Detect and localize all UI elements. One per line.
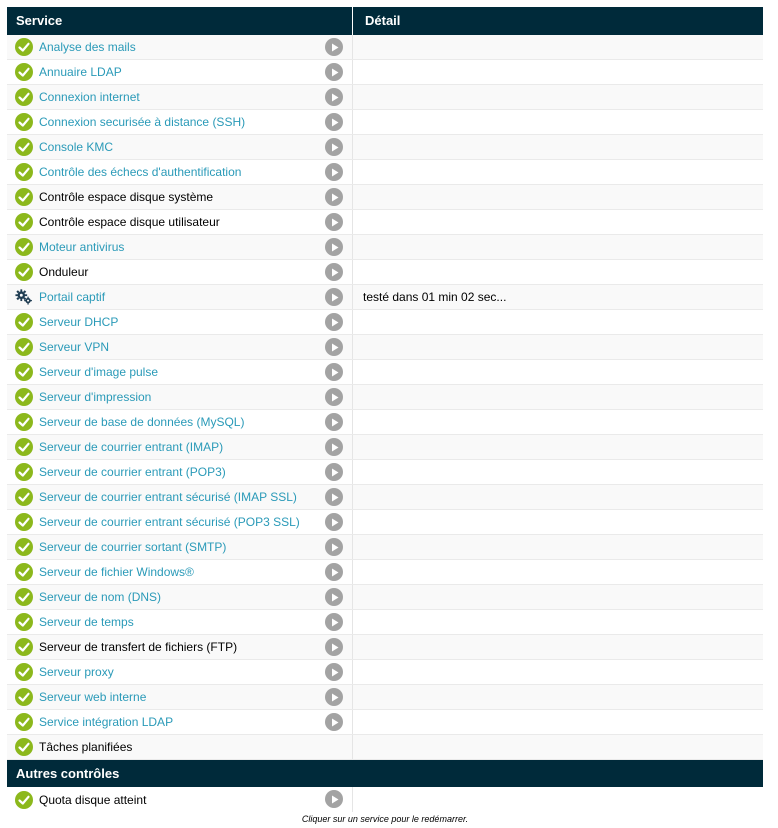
check-circle-icon [15, 113, 33, 131]
service-link[interactable]: Moteur antivirus [39, 240, 125, 254]
service-cell-service-integration-ldap [7, 710, 353, 734]
table-row [7, 160, 763, 185]
detail-cell [353, 260, 763, 284]
play-circle-icon [331, 68, 339, 77]
restart-button[interactable] [325, 288, 343, 306]
play-circle-icon [331, 493, 339, 502]
table-row [7, 535, 763, 560]
restart-button[interactable] [325, 263, 343, 281]
detail-cell [353, 235, 763, 259]
service-cell-serveur-de-courrier-entrant-pop3 [7, 460, 353, 484]
service-link[interactable]: Console KMC [39, 140, 114, 154]
table-row [7, 735, 763, 760]
check-circle-icon [15, 213, 33, 231]
service-cell-serveur-de-nom-dns [7, 585, 353, 609]
service-link[interactable]: Serveur de courrier entrant (IMAP) [39, 440, 224, 454]
restart-button[interactable] [325, 338, 343, 356]
table-row [7, 435, 763, 460]
restart-button[interactable] [325, 563, 343, 581]
restart-button[interactable] [325, 238, 343, 256]
check-circle-icon [15, 538, 33, 556]
restart-button[interactable] [325, 113, 343, 131]
detail-cell [353, 160, 763, 184]
table-row [7, 385, 763, 410]
check-circle-icon [15, 463, 33, 481]
detail-cell [353, 35, 763, 59]
play-circle-icon [331, 795, 339, 804]
service-cell-taches-planifiees [7, 735, 353, 759]
service-link[interactable]: Serveur DHCP [39, 315, 119, 329]
restart-button[interactable] [325, 388, 343, 406]
restart-button[interactable] [325, 513, 343, 531]
check-circle-icon [15, 388, 33, 406]
check-circle-icon [15, 438, 33, 456]
table-row [7, 135, 763, 160]
restart-button[interactable] [325, 463, 343, 481]
service-link[interactable]: Serveur VPN [39, 340, 110, 354]
play-circle-icon [331, 368, 339, 377]
detail-cell [353, 510, 763, 534]
service-label: Contrôle espace disque système [39, 190, 214, 204]
table-row [7, 335, 763, 360]
play-circle-icon [331, 568, 339, 577]
detail-cell [353, 310, 763, 334]
restart-button[interactable] [325, 188, 343, 206]
check-circle-icon [15, 263, 33, 281]
table-row [7, 285, 763, 310]
detail-cell [353, 735, 763, 759]
detail-cell [353, 685, 763, 709]
table-row [7, 210, 763, 235]
restart-button[interactable] [325, 163, 343, 181]
service-list [7, 35, 763, 760]
check-circle-icon [15, 613, 33, 631]
table-row [7, 410, 763, 435]
other-checks-list [7, 787, 763, 812]
check-circle-icon [15, 563, 33, 581]
table-row [7, 460, 763, 485]
service-link[interactable]: Portail captif [39, 290, 106, 304]
service-cell-serveur-de-courrier-sortant-smtp [7, 535, 353, 559]
service-link[interactable]: Serveur de nom (DNS) [39, 590, 162, 604]
play-circle-icon [331, 668, 339, 677]
detail-cell [353, 585, 763, 609]
footer-note: Cliquer sur un service pour le redémarrer. [301, 814, 469, 824]
service-link[interactable]: Serveur de courrier entrant (POP3) [39, 465, 226, 479]
service-cell-quota-disque-atteint [7, 787, 353, 812]
detail-cell [353, 485, 763, 509]
play-circle-icon [331, 468, 339, 477]
service-cell-serveur-d-impression [7, 385, 353, 409]
service-cell-serveur-de-transfert-de-fichiers-ftp [7, 635, 353, 659]
table-row [7, 260, 763, 285]
table-row [7, 560, 763, 585]
check-circle-icon [15, 513, 33, 531]
table-header [7, 7, 763, 35]
play-circle-icon [331, 243, 339, 252]
table-row [7, 185, 763, 210]
detail-cell [353, 110, 763, 134]
table-row [7, 235, 763, 260]
restart-button[interactable] [325, 488, 343, 506]
play-circle-icon [331, 593, 339, 602]
table-row [7, 360, 763, 385]
check-circle-icon [15, 791, 33, 809]
detail-cell [353, 410, 763, 434]
play-circle-icon [331, 718, 339, 727]
detail-cell [353, 435, 763, 459]
check-circle-icon [15, 138, 33, 156]
table-row [7, 60, 763, 85]
service-label: Tâches planifiées [39, 740, 133, 754]
service-link[interactable]: Annuaire LDAP [39, 65, 122, 79]
service-link[interactable]: Contrôle des échecs d'authentification [39, 165, 242, 179]
check-circle-icon [15, 188, 33, 206]
service-cell-serveur-de-courrier-entrant-imap [7, 435, 353, 459]
play-circle-icon [331, 643, 339, 652]
check-circle-icon [15, 63, 33, 81]
service-cell-serveur-de-temps [7, 610, 353, 634]
service-cell-serveur-de-courrier-entrant-securise-imap-ssl [7, 485, 353, 509]
service-link[interactable]: Serveur de base de données (MySQL) [39, 415, 245, 429]
detail-cell [353, 210, 763, 234]
service-link[interactable]: Serveur proxy [39, 665, 114, 679]
detail-cell [353, 787, 763, 812]
detail-cell [353, 635, 763, 659]
restart-button[interactable] [325, 38, 343, 56]
check-circle-icon [15, 413, 33, 431]
service-cell-serveur-proxy [7, 660, 353, 684]
service-cell-console-kmc [7, 135, 353, 159]
restart-button[interactable] [325, 613, 343, 631]
service-cell-controle-espace-disque-utilisateur [7, 210, 353, 234]
table-row [7, 610, 763, 635]
service-cell-serveur-web-interne [7, 685, 353, 709]
restart-button[interactable] [325, 538, 343, 556]
restart-button[interactable] [325, 638, 343, 656]
table-row [7, 110, 763, 135]
service-link[interactable]: Serveur d'impression [39, 390, 152, 404]
play-circle-icon [331, 43, 339, 52]
play-circle-icon [331, 418, 339, 427]
check-circle-icon [15, 663, 33, 681]
check-circle-icon [15, 38, 33, 56]
play-circle-icon [331, 293, 339, 302]
detail-cell [353, 385, 763, 409]
service-cell-serveur-vpn [7, 335, 353, 359]
service-label: Onduleur [39, 265, 89, 279]
restart-button[interactable] [325, 790, 343, 808]
detail-cell [353, 335, 763, 359]
service-cell-serveur-de-fichier-windows [7, 560, 353, 584]
play-circle-icon [331, 268, 339, 277]
detail-cell [353, 535, 763, 559]
play-circle-icon [331, 343, 339, 352]
service-cell-annuaire-ldap [7, 60, 353, 84]
detail-cell [353, 360, 763, 384]
play-circle-icon [331, 193, 339, 202]
table-row [7, 660, 763, 685]
detail-cell [353, 285, 763, 309]
play-circle-icon [331, 618, 339, 627]
service-cell-controle-des-echecs-d-authentification [7, 160, 353, 184]
play-circle-icon [331, 93, 339, 102]
service-cell-controle-espace-disque-systeme [7, 185, 353, 209]
restart-button[interactable] [325, 213, 343, 231]
play-circle-icon [331, 168, 339, 177]
service-cell-moteur-antivirus [7, 235, 353, 259]
detail-cell [353, 60, 763, 84]
detail-cell [353, 85, 763, 109]
restart-button[interactable] [325, 363, 343, 381]
service-cell-portail-captif [7, 285, 353, 309]
check-circle-icon [15, 363, 33, 381]
service-link[interactable]: Serveur de courrier entrant sécurisé (IMAP SSL) [39, 490, 297, 504]
table-row [7, 310, 763, 335]
restart-button[interactable] [325, 688, 343, 706]
table-row [7, 585, 763, 610]
service-label: Quota disque atteint [39, 792, 147, 807]
service-cell-connexion-internet [7, 85, 353, 109]
table-row [7, 710, 763, 735]
detail-cell [353, 135, 763, 159]
service-cell-serveur-dhcp [7, 310, 353, 334]
table-row [7, 685, 763, 710]
table-row [7, 85, 763, 110]
play-circle-icon [331, 218, 339, 227]
service-link[interactable]: Serveur de courrier entrant sécurisé (POP3 SSL) [39, 515, 300, 529]
play-circle-icon [331, 393, 339, 402]
service-cell-serveur-d-image-pulse [7, 360, 353, 384]
check-circle-icon [15, 488, 33, 506]
detail-cell [353, 660, 763, 684]
check-circle-icon [15, 313, 33, 331]
service-cell-serveur-de-base-de-donnees-mysql [7, 410, 353, 434]
table-row [7, 635, 763, 660]
play-circle-icon [331, 318, 339, 327]
detail-cell [353, 710, 763, 734]
play-circle-icon [331, 518, 339, 527]
play-circle-icon [331, 443, 339, 452]
check-circle-icon [15, 338, 33, 356]
play-circle-icon [331, 693, 339, 702]
detail-cell [353, 185, 763, 209]
service-link[interactable]: Serveur d'image pulse [39, 365, 159, 379]
restart-button[interactable] [325, 438, 343, 456]
check-circle-icon [15, 738, 33, 756]
table-row [7, 485, 763, 510]
service-cell-onduleur [7, 260, 353, 284]
table-row [7, 35, 763, 60]
restart-button[interactable] [325, 313, 343, 331]
check-circle-icon [15, 88, 33, 106]
play-circle-icon [331, 543, 339, 552]
service-link[interactable]: Analyse des mails [39, 40, 136, 54]
detail-cell [353, 460, 763, 484]
restart-button[interactable] [325, 88, 343, 106]
service-cell-analyse-des-mails [7, 35, 353, 59]
detail-text: testé dans 01 min 02 sec... [363, 290, 507, 304]
restart-button[interactable] [325, 63, 343, 81]
service-label: Serveur de transfert de fichiers (FTP) [39, 640, 238, 654]
table-row [7, 787, 763, 812]
service-link[interactable]: Connexion internet [39, 90, 140, 104]
services-panel [7, 7, 763, 824]
detail-cell [353, 560, 763, 584]
check-circle-icon [15, 588, 33, 606]
gears-icon [15, 288, 33, 306]
service-link[interactable]: Serveur de fichier Windows® [39, 565, 194, 579]
restart-button[interactable] [325, 413, 343, 431]
check-circle-icon [15, 238, 33, 256]
service-link[interactable]: Service intégration LDAP [39, 715, 174, 729]
play-circle-icon [331, 118, 339, 127]
service-link[interactable]: Serveur web interne [39, 690, 147, 704]
service-label: Contrôle espace disque utilisateur [39, 215, 220, 229]
column-header-detail: Détail [365, 13, 401, 28]
service-cell-connexion-securisee-a-distance-ssh [7, 110, 353, 134]
service-link[interactable]: Connexion securisée à distance (SSH) [39, 115, 246, 129]
restart-button[interactable] [325, 588, 343, 606]
check-circle-icon [15, 638, 33, 656]
restart-button[interactable] [325, 138, 343, 156]
detail-cell [353, 610, 763, 634]
column-header-service: Service [7, 7, 353, 35]
section-header-other-checks: Autres contrôles [7, 760, 763, 787]
check-circle-icon [15, 163, 33, 181]
service-link[interactable]: Serveur de temps [39, 615, 134, 629]
check-circle-icon [15, 713, 33, 731]
service-cell-serveur-de-courrier-entrant-securise-pop3-ssl [7, 510, 353, 534]
check-circle-icon [15, 688, 33, 706]
play-circle-icon [331, 143, 339, 152]
service-link[interactable]: Serveur de courrier sortant (SMTP) [39, 540, 227, 554]
table-row [7, 510, 763, 535]
restart-button[interactable] [325, 713, 343, 731]
restart-button[interactable] [325, 663, 343, 681]
